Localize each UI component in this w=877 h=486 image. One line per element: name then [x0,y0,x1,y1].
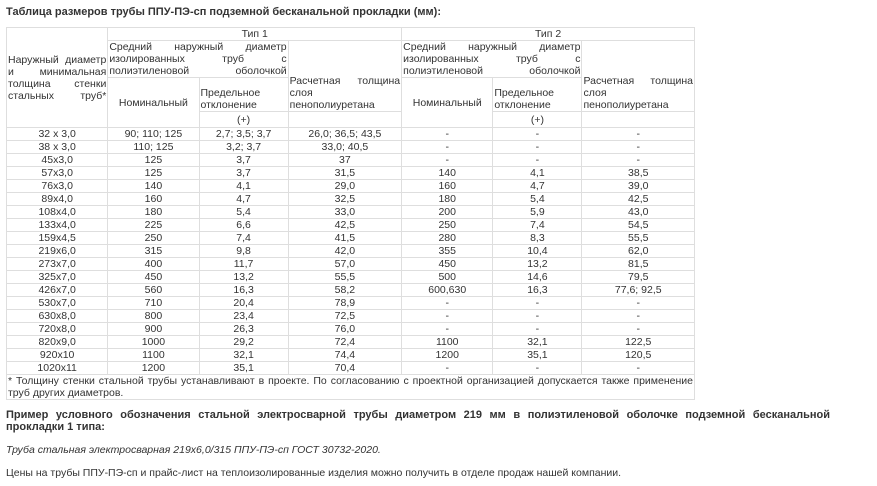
table-row [7,141,695,154]
table-row [7,323,695,336]
cell-deviation-2: 35,1 [493,349,582,362]
cell-deviation-2: 13,2 [493,258,582,271]
cell-deviation-1: 9,8 [199,245,288,258]
prices-note: Цены на трубы ППУ-ПЭ-сп и прайс-лист на теплоизолированные изделия можно получить в отделе продаж нашей компании. [6,467,622,479]
cell-thickness-2: - [582,297,695,310]
cell-nominal-2: 355 [402,245,493,258]
example-designation: Труба стальная электросварная 219х6,0/315 ППУ-ПЭ-сп ГОСТ 30732-2020. [6,444,381,456]
cell-outer-diameter: 45х3,0 [7,154,108,167]
cell-nominal-1: 225 [108,219,199,232]
cell-thickness-2: 79,5 [582,271,695,284]
table-row [7,362,695,375]
header-thickness-2: Расчетная толщина слоя пенополиуретана [582,41,695,112]
table-row [7,284,695,297]
cell-thickness-2: 122,5 [582,336,695,349]
cell-nominal-2: 500 [402,271,493,284]
cell-deviation-1: 29,2 [199,336,288,349]
cell-deviation-2: - [493,362,582,375]
table-row [7,167,695,180]
cell-deviation-1: 3,2; 3,7 [199,141,288,154]
cell-outer-diameter: 76х3,0 [7,180,108,193]
table-row [7,258,695,271]
cell-outer-diameter: 89х4,0 [7,193,108,206]
cell-nominal-1: 1000 [108,336,199,349]
cell-thickness-2: 42,5 [582,193,695,206]
cell-outer-diameter: 273х7,0 [7,258,108,271]
cell-outer-diameter: 57х3,0 [7,167,108,180]
cell-nominal-2: 160 [402,180,493,193]
header-outer-diameter: Наружный диаметр и минимальная толщина стенки стальных труб* [7,28,108,128]
cell-deviation-2: 7,4 [493,219,582,232]
cell-deviation-1: 35,1 [199,362,288,375]
cell-nominal-2: - [402,141,493,154]
cell-deviation-2: 16,3 [493,284,582,297]
cell-thickness-1: 78,9 [288,297,401,310]
header-nominal-1: Номинальный [108,78,199,128]
cell-thickness-2: - [582,323,695,336]
cell-nominal-1: 180 [108,206,199,219]
cell-thickness-1: 57,0 [288,258,401,271]
cell-nominal-1: 560 [108,284,199,297]
cell-nominal-1: 710 [108,297,199,310]
cell-thickness-2: - [582,141,695,154]
cell-nominal-1: 400 [108,258,199,271]
table-row [7,206,695,219]
cell-outer-diameter: 1020х11 [7,362,108,375]
header-row-types [7,28,695,41]
cell-nominal-1: 250 [108,232,199,245]
cell-thickness-1: 76,0 [288,323,401,336]
table-row [7,128,695,141]
cell-outer-diameter: 108х4,0 [7,206,108,219]
header-type-2: Тип 2 [402,28,695,41]
cell-nominal-1: 900 [108,323,199,336]
cell-deviation-2: - [493,297,582,310]
cell-deviation-1: 11,7 [199,258,288,271]
table-footnote: * Толщину стенки стальной трубы устанавливают в проекте. По согласованию с проектной организацией допускается также применение труб других диаметров. [8,375,693,399]
cell-deviation-2: - [493,154,582,167]
cell-deviation-2: - [493,128,582,141]
cell-deviation-1: 4,7 [199,193,288,206]
cell-deviation-1: 5,4 [199,206,288,219]
cell-thickness-1: 31,5 [288,167,401,180]
cell-deviation-2: 5,9 [493,206,582,219]
cell-thickness-1: 42,5 [288,219,401,232]
cell-deviation-2: 10,4 [493,245,582,258]
cell-deviation-2: 4,1 [493,167,582,180]
cell-nominal-1: 450 [108,271,199,284]
cell-thickness-1: 33,0 [288,206,401,219]
cell-thickness-1: 72,5 [288,310,401,323]
cell-deviation-1: 16,3 [199,284,288,297]
cell-thickness-1: 41,5 [288,232,401,245]
cell-deviation-2: - [493,310,582,323]
cell-thickness-2: 62,0 [582,245,695,258]
cell-outer-diameter: 133х4,0 [7,219,108,232]
cell-deviation-1: 3,7 [199,154,288,167]
cell-nominal-2: - [402,310,493,323]
cell-deviation-1: 3,7 [199,167,288,180]
cell-thickness-2: - [582,362,695,375]
cell-deviation-1: 4,1 [199,180,288,193]
cell-thickness-1: 74,4 [288,349,401,362]
cell-thickness-1: 55,5 [288,271,401,284]
header-deviation-1: Предельное отклонение [199,78,288,112]
cell-outer-diameter: 219х6,0 [7,245,108,258]
cell-outer-diameter: 720х8,0 [7,323,108,336]
header-deviation-sign-2: (+) [493,112,582,128]
table-row [7,349,695,362]
cell-thickness-2: - [582,154,695,167]
cell-thickness-1: 26,0; 36,5; 43,5 [288,128,401,141]
cell-nominal-1: 125 [108,167,199,180]
cell-outer-diameter: 325х7,0 [7,271,108,284]
cell-outer-diameter: 630х8,0 [7,310,108,323]
cell-thickness-1: 37 [288,154,401,167]
cell-thickness-1: 42,0 [288,245,401,258]
cell-nominal-2: 250 [402,219,493,232]
cell-thickness-2: 55,5 [582,232,695,245]
cell-nominal-2: 180 [402,193,493,206]
table-row [7,180,695,193]
cell-nominal-2: - [402,154,493,167]
cell-deviation-1: 23,4 [199,310,288,323]
cell-thickness-1: 72,4 [288,336,401,349]
cell-thickness-1: 32,5 [288,193,401,206]
cell-deviation-1: 26,3 [199,323,288,336]
cell-nominal-2: - [402,297,493,310]
table-row [7,154,695,167]
cell-nominal-2: 450 [402,258,493,271]
cell-outer-diameter: 38 х 3,0 [7,141,108,154]
footnote-row [7,375,695,400]
cell-deviation-2: 8,3 [493,232,582,245]
cell-deviation-1: 13,2 [199,271,288,284]
cell-deviation-2: 14,6 [493,271,582,284]
cell-deviation-1: 20,4 [199,297,288,310]
cell-thickness-2: 77,6; 92,5 [582,284,695,297]
cell-deviation-1: 2,7; 3,5; 3,7 [199,128,288,141]
cell-deviation-1: 7,4 [199,232,288,245]
cell-deviation-2: 32,1 [493,336,582,349]
cell-thickness-1: 58,2 [288,284,401,297]
cell-nominal-2: 140 [402,167,493,180]
cell-nominal-2: 1200 [402,349,493,362]
table-row [7,310,695,323]
header-deviation-2: Предельное отклонение [493,78,582,112]
header-empty-1 [288,112,401,128]
cell-thickness-2: 38,5 [582,167,695,180]
header-avg-diameter-2: Средний наружный диаметр изолированных труб с полиэтиленовой оболочкой [403,41,581,77]
cell-outer-diameter: 530х7,0 [7,297,108,310]
cell-thickness-1: 29,0 [288,180,401,193]
header-empty-2 [582,112,695,128]
header-avg-diameter-1: Средний наружный диаметр изолированных труб с полиэтиленовой оболочкой [109,41,287,77]
table-row [7,271,695,284]
header-row-diameter [7,41,695,78]
pipe-size-table [6,27,695,400]
cell-nominal-2: - [402,323,493,336]
cell-nominal-1: 1200 [108,362,199,375]
cell-nominal-2: - [402,362,493,375]
cell-thickness-2: 39,0 [582,180,695,193]
cell-nominal-2: 600,630 [402,284,493,297]
cell-thickness-2: 81,5 [582,258,695,271]
cell-deviation-1: 32,1 [199,349,288,362]
table-row [7,232,695,245]
cell-nominal-2: - [402,128,493,141]
cell-deviation-1: 6,6 [199,219,288,232]
cell-outer-diameter: 426х7,0 [7,284,108,297]
cell-nominal-2: 200 [402,206,493,219]
cell-deviation-2: - [493,323,582,336]
table-row [7,336,695,349]
cell-nominal-1: 125 [108,154,199,167]
cell-nominal-1: 140 [108,180,199,193]
cell-thickness-1: 70,4 [288,362,401,375]
cell-deviation-2: 5,4 [493,193,582,206]
header-thickness-1: Расчетная толщина слоя пенополиуретана [288,41,401,112]
header-type-1: Тип 1 [108,28,402,41]
cell-deviation-2: - [493,141,582,154]
table-row [7,219,695,232]
header-deviation-sign-1: (+) [199,112,288,128]
table-row [7,297,695,310]
cell-outer-diameter: 32 х 3,0 [7,128,108,141]
cell-thickness-2: 120,5 [582,349,695,362]
cell-nominal-2: 280 [402,232,493,245]
example-heading: Пример условного обозначения стальной электросварной трубы диаметром 219 мм в полиэтиленовой оболочке подземной бесканальной прокладки 1 типа: [6,409,830,433]
cell-outer-diameter: 820х9,0 [7,336,108,349]
cell-thickness-2: 54,5 [582,219,695,232]
cell-nominal-1: 90; 110; 125 [108,128,199,141]
cell-nominal-1: 800 [108,310,199,323]
cell-nominal-1: 110; 125 [108,141,199,154]
table-row [7,245,695,258]
cell-nominal-2: 1100 [402,336,493,349]
cell-outer-diameter: 159х4,5 [7,232,108,245]
table-row [7,193,695,206]
cell-thickness-2: - [582,128,695,141]
cell-deviation-2: 4,7 [493,180,582,193]
header-nominal-2: Номинальный [402,78,493,128]
page-title: Таблица размеров трубы ППУ-ПЭ-сп подземной бесканальной прокладки (мм): [6,6,441,18]
cell-nominal-1: 1100 [108,349,199,362]
cell-nominal-1: 160 [108,193,199,206]
cell-outer-diameter: 920х10 [7,349,108,362]
cell-thickness-2: 43,0 [582,206,695,219]
cell-thickness-2: - [582,310,695,323]
cell-nominal-1: 315 [108,245,199,258]
cell-thickness-1: 33,0; 40,5 [288,141,401,154]
